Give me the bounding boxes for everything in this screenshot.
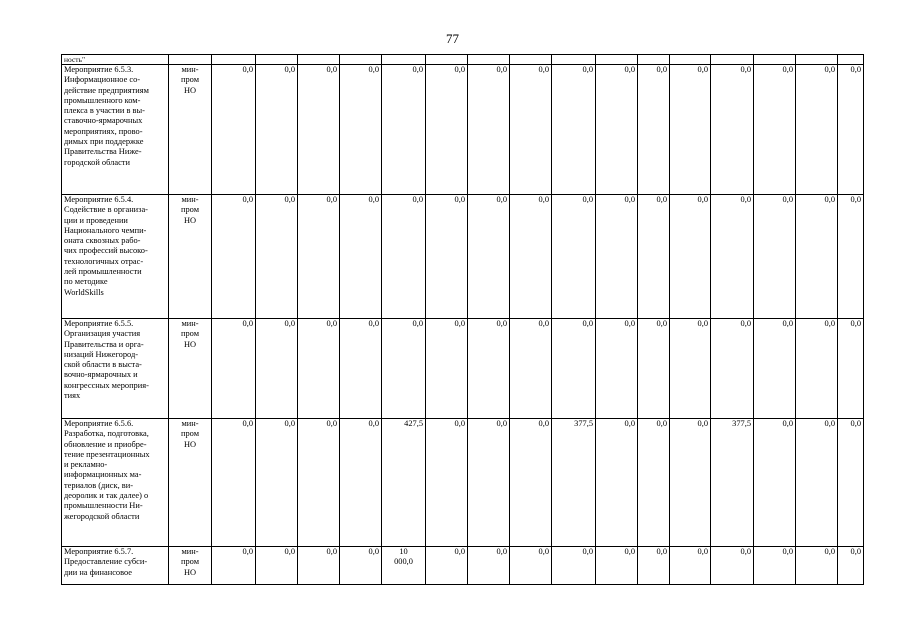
funding-value: 0,0 <box>426 195 468 319</box>
measure-name: Мероприятие 6.5.7. Предоставление субси- дии на финансовое <box>62 547 169 585</box>
funding-value: 0,0 <box>754 419 796 547</box>
funding-value: 0,0 <box>711 65 754 195</box>
funding-value: 0,0 <box>468 319 510 419</box>
funding-value: 0,0 <box>596 547 638 585</box>
funding-value: 0,0 <box>596 65 638 195</box>
responsible-executor: мин- пром НО <box>169 319 212 419</box>
funding-value: 0,0 <box>256 195 298 319</box>
funding-value: 0,0 <box>510 195 552 319</box>
funding-value: 0,0 <box>510 65 552 195</box>
measure-name: Мероприятие 6.5.3. Информационное со- действие предприятиям промышленного ком- плекса в участии в вы- ставочно-ярмарочных мероприятиях, прово- димых при поддержке Правительства Ниже- городской области <box>62 65 169 195</box>
funding-value: 0,0 <box>670 419 711 547</box>
responsible-executor: мин- пром НО <box>169 65 212 195</box>
funding-value: 0,0 <box>754 547 796 585</box>
funding-value: 0,0 <box>596 195 638 319</box>
funding-value: 0,0 <box>212 419 256 547</box>
funding-value: 0,0 <box>838 419 864 547</box>
funding-value: 0,0 <box>796 319 838 419</box>
funding-value: 0,0 <box>711 195 754 319</box>
funding-value: 0,0 <box>754 195 796 319</box>
table-row <box>62 195 864 319</box>
funding-value: 0,0 <box>638 419 670 547</box>
funding-value: 0,0 <box>670 547 711 585</box>
funding-value: 0,0 <box>510 419 552 547</box>
funding-value: 0,0 <box>510 319 552 419</box>
funding-value: 0,0 <box>838 547 864 585</box>
funding-value: 0,0 <box>838 195 864 319</box>
funding-value: 377,5 <box>711 419 754 547</box>
funding-value: 0,0 <box>638 65 670 195</box>
funding-value: 0,0 <box>426 547 468 585</box>
funding-value: 0,0 <box>670 65 711 195</box>
funding-value: 0,0 <box>670 319 711 419</box>
funding-value: 0,0 <box>552 319 596 419</box>
funding-value: 377,5 <box>552 419 596 547</box>
funding-value: 0,0 <box>552 195 596 319</box>
funding-value: 0,0 <box>796 195 838 319</box>
funding-value: 0,0 <box>382 195 426 319</box>
funding-value: 0,0 <box>638 547 670 585</box>
funding-value: 0,0 <box>256 547 298 585</box>
funding-value: 0,0 <box>468 195 510 319</box>
responsible-executor: мин- пром НО <box>169 419 212 547</box>
funding-value: 0,0 <box>298 319 340 419</box>
funding-value: 0,0 <box>796 419 838 547</box>
continuation-row <box>62 55 864 65</box>
funding-value: 0,0 <box>638 319 670 419</box>
funding-value: 0,0 <box>298 547 340 585</box>
funding-value: 0,0 <box>382 319 426 419</box>
measure-name: Мероприятие 6.5.6. Разработка, подготовка, обновление и приобре- тение презентационных и рекламно- информационных ма- териалов (диск, ви- деоролик и так далее) о промышленности Ни- жегородской области <box>62 419 169 547</box>
responsible-executor: мин- пром НО <box>169 547 212 585</box>
funding-value: 0,0 <box>670 195 711 319</box>
funding-value: 0,0 <box>552 65 596 195</box>
funding-value: 0,0 <box>340 195 382 319</box>
funding-value: 427,5 <box>382 419 426 547</box>
funding-value: 0,0 <box>256 419 298 547</box>
funding-value: 0,0 <box>340 65 382 195</box>
funding-value: 0,0 <box>340 319 382 419</box>
funding-value: 0,0 <box>298 195 340 319</box>
funding-value: 0,0 <box>212 195 256 319</box>
funding-value: 0,0 <box>212 65 256 195</box>
page-number: 77 <box>446 31 459 46</box>
funding-value: 0,0 <box>711 547 754 585</box>
responsible-executor: мин- пром НО <box>169 195 212 319</box>
funding-value: 0,0 <box>638 195 670 319</box>
funding-value: 0,0 <box>340 547 382 585</box>
continuation-label: ность" <box>62 55 169 65</box>
table-row <box>62 419 864 547</box>
funding-value: 0,0 <box>298 65 340 195</box>
funding-value: 0,0 <box>838 319 864 419</box>
funding-value: 0,0 <box>596 419 638 547</box>
funding-value: 0,0 <box>468 547 510 585</box>
measure-name: Мероприятие 6.5.5. Организация участия Правительства и орга- низаций Нижегород- ской области в выста- вочно-ярмарочных и конгрессных мероприя- тиях <box>62 319 169 419</box>
funding-value: 0,0 <box>552 547 596 585</box>
funding-value: 0,0 <box>510 547 552 585</box>
funding-value: 0,0 <box>754 319 796 419</box>
funding-value: 0,0 <box>468 65 510 195</box>
funding-value: 0,0 <box>754 65 796 195</box>
funding-value: 0,0 <box>468 419 510 547</box>
funding-value: 0,0 <box>796 547 838 585</box>
funding-value: 0,0 <box>382 65 426 195</box>
funding-value: 10 000,0 <box>382 547 426 585</box>
funding-value: 0,0 <box>596 319 638 419</box>
funding-value: 0,0 <box>838 65 864 195</box>
funding-value: 0,0 <box>256 65 298 195</box>
funding-value: 0,0 <box>426 65 468 195</box>
funding-value: 0,0 <box>711 319 754 419</box>
table-row <box>62 319 864 419</box>
funding-table <box>61 54 864 585</box>
funding-value: 0,0 <box>426 319 468 419</box>
funding-value: 0,0 <box>796 65 838 195</box>
table-row <box>62 547 864 585</box>
funding-value: 0,0 <box>426 419 468 547</box>
funding-value: 0,0 <box>340 419 382 547</box>
table-row <box>62 65 864 195</box>
funding-value: 0,0 <box>256 319 298 419</box>
funding-value: 0,0 <box>298 419 340 547</box>
funding-value: 0,0 <box>212 547 256 585</box>
measure-name: Мероприятие 6.5.4. Содействие в организа- ции и проведении Национального чемпи- оната сквозных рабо- чих профессий высоко- технологичных отрас- лей промышленности по методике WorldSkills <box>62 195 169 319</box>
funding-value: 0,0 <box>212 319 256 419</box>
